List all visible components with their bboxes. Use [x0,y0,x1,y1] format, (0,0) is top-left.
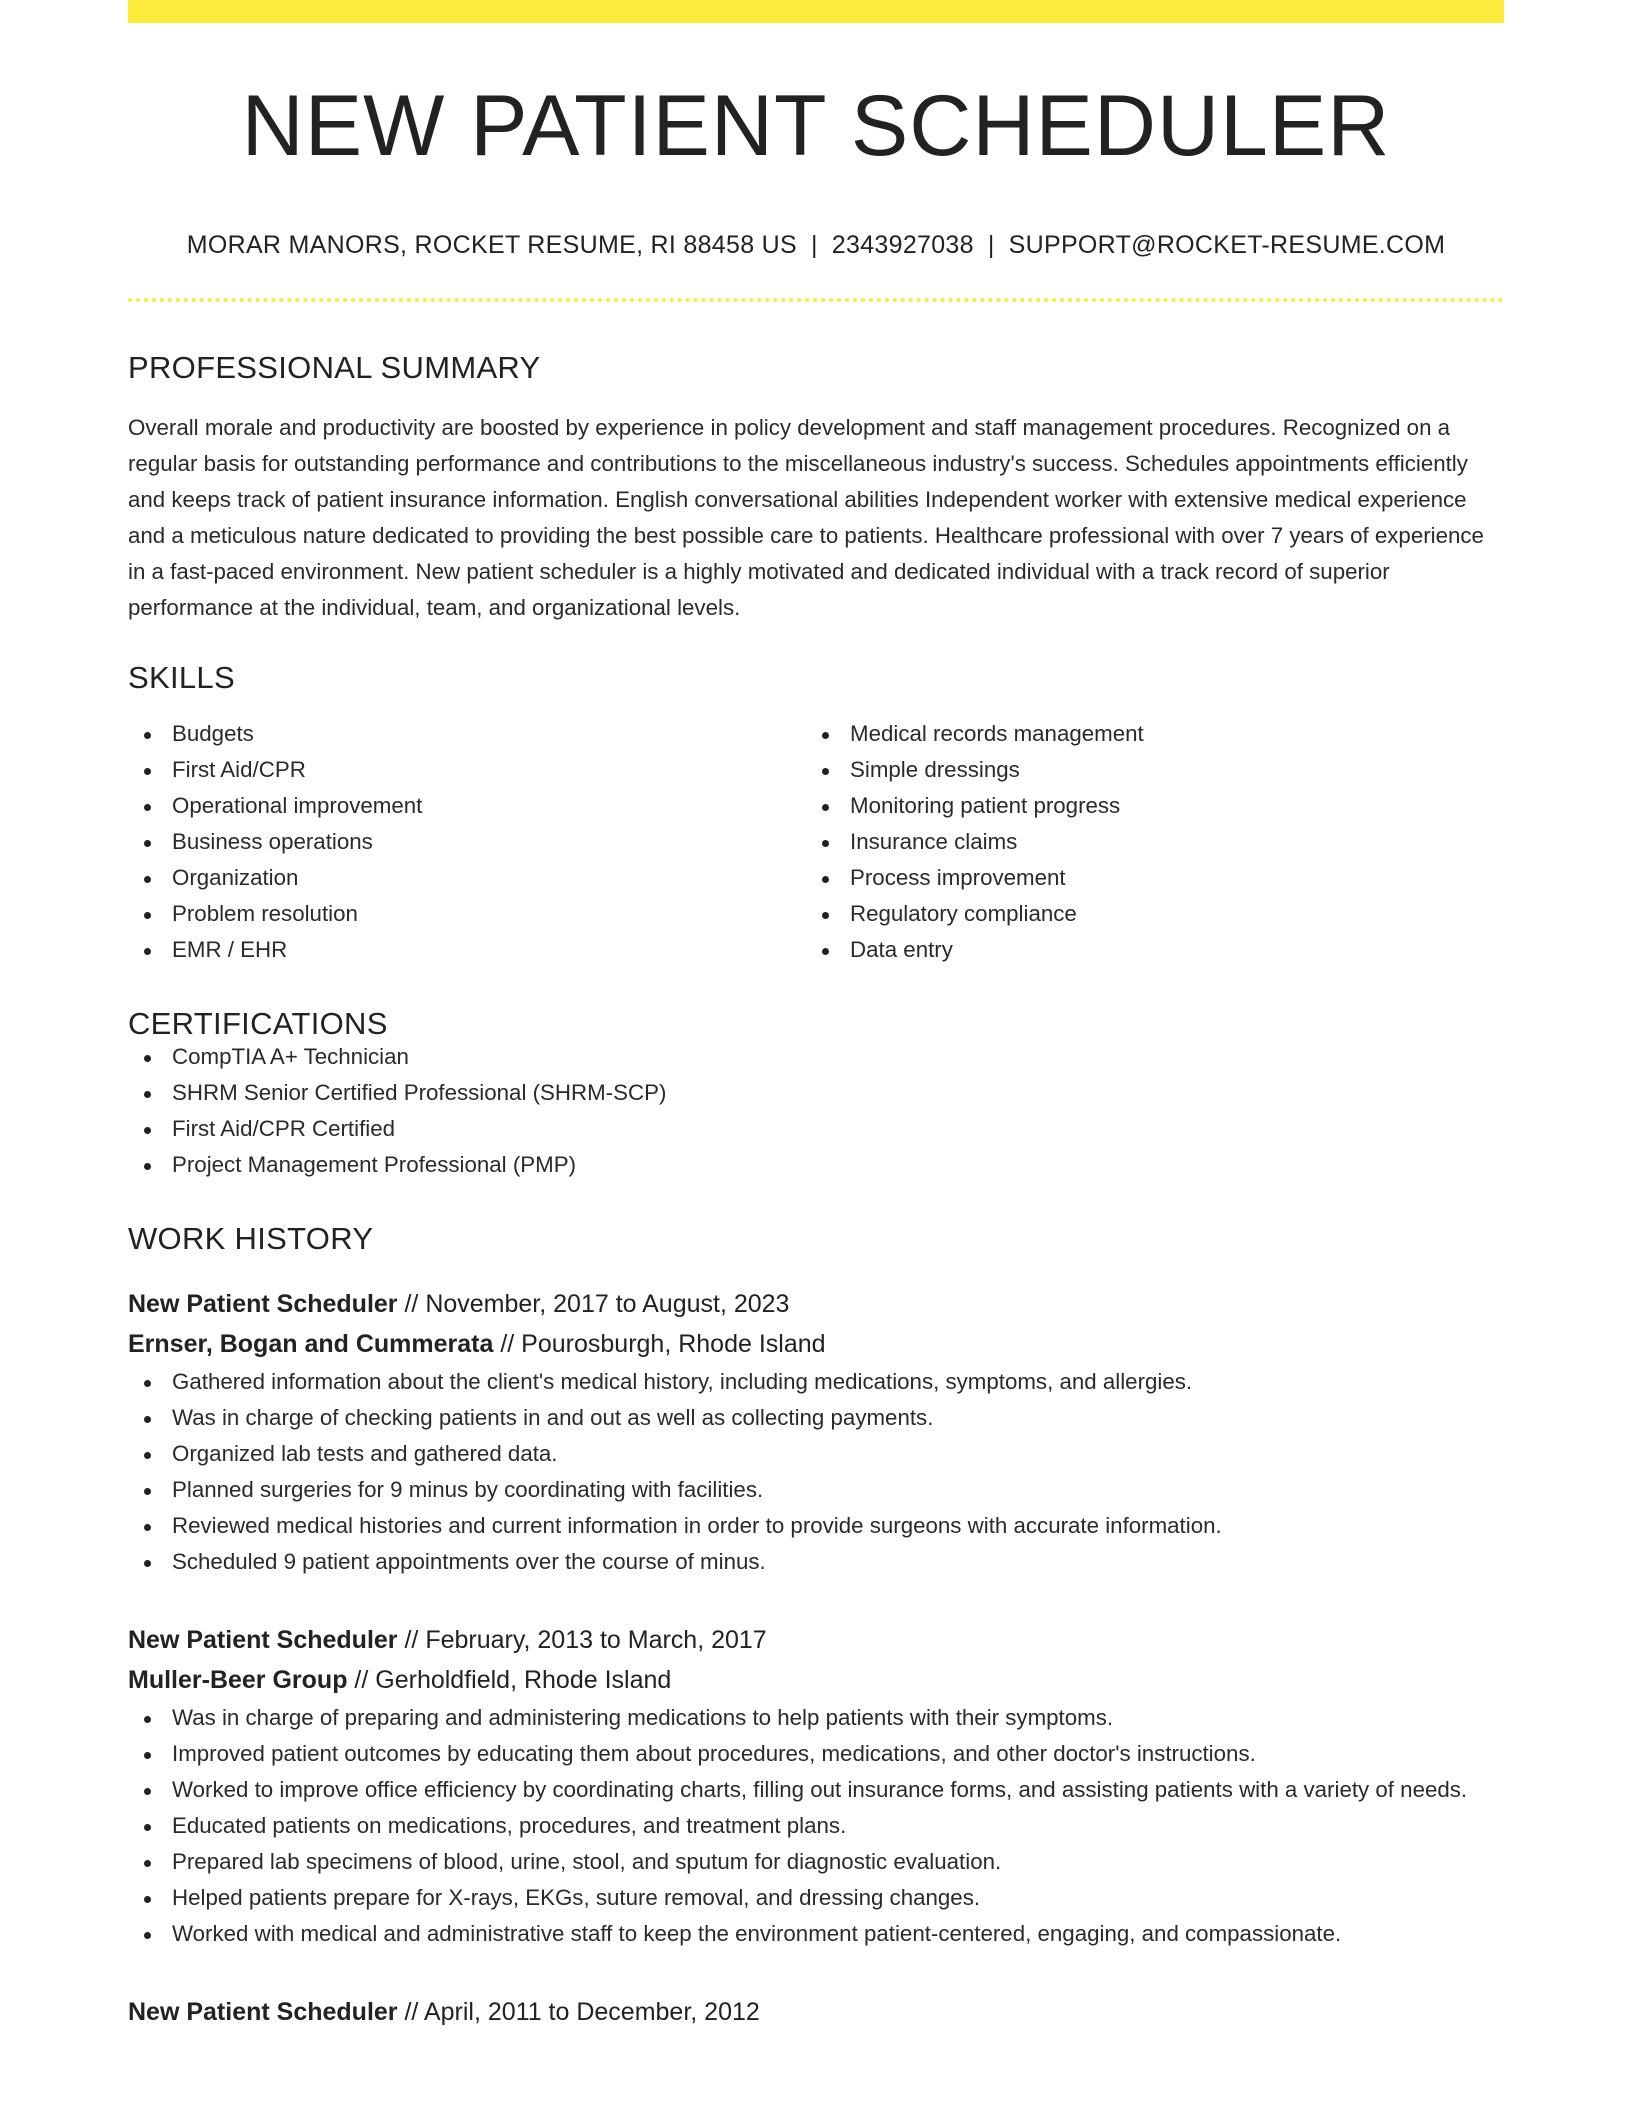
skills-grid [128,716,1504,968]
job-duty: Organized lab tests and gathered data. [128,1436,1504,1472]
job-entry [128,1284,1504,1580]
contact-separator: | [811,231,818,259]
skill-item: Operational improvement [128,788,806,824]
resume-page [128,0,1504,2032]
job-duty: Educated patients on medications, procedures, and treatment plans. [128,1808,1504,1844]
skill-item: Medical records management [806,716,1484,752]
job-duty: Gathered information about the client's medical history, including medications, symptoms, and allergies. [128,1364,1504,1400]
job-role: New Patient Scheduler [128,1290,398,1318]
job-duty: Planned surgeries for 9 minus by coordinating with facilities. [128,1472,1504,1508]
contact-email: SUPPORT@ROCKET-RESUME.COM [1008,231,1446,259]
job-dates: // February, 2013 to March, 2017 [397,1626,767,1654]
job-company: Muller-Beer Group [128,1666,348,1694]
certifications-list [128,1039,1504,1183]
job-company-line [128,1660,1504,1700]
certification-item: SHRM Senior Certified Professional (SHRM-SCP) [128,1075,1504,1111]
job-company: Ernser, Bogan and Cummerata [128,1330,494,1358]
job-duty: Worked with medical and administrative staff to keep the environment patient-centered, engaging, and compassionate. [128,1916,1504,1952]
skills-list-right [806,716,1484,968]
dotted-divider [128,298,1504,302]
skill-item: Data entry [806,932,1484,968]
job-location: // Gerholdfield, Rhode Island [347,1666,672,1694]
job-duty: Prepared lab specimens of blood, urine, stool, and sputum for diagnostic evaluation. [128,1844,1504,1880]
skill-item: EMR / EHR [128,932,806,968]
skill-item: Monitoring patient progress [806,788,1484,824]
certifications-heading: CERTIFICATIONS [128,1006,388,1041]
job-title-line [128,1620,1504,1660]
work-history-heading: WORK HISTORY [128,1221,374,1256]
summary-paragraph: Overall morale and productivity are boosted by experience in policy development and staff management procedures. Recognized on a regular basis for outstanding performance and contributions to the miscellaneous industry's success. Schedules appointments efficiently and keeps track of patient insurance information. English conversational abilities Independent worker with extensive medical experience and a meticulous nature dedicated to providing the best possible care to patients. Healthcare professional with over 7 years of experience in a fast-paced environment. New patient scheduler is a highly motivated and dedicated individual with a track record of superior performance at the individual, team, and organizational levels. [128,415,1484,620]
skill-item: Regulatory compliance [806,896,1484,932]
job-location: // Pourosburgh, Rhode Island [493,1330,826,1358]
summary-heading: PROFESSIONAL SUMMARY [128,350,541,385]
certification-item: First Aid/CPR Certified [128,1111,1504,1147]
skill-item: First Aid/CPR [128,752,806,788]
skills-heading: SKILLS [128,660,235,695]
job-duty: Reviewed medical histories and current information in order to provide surgeons with accurate information. [128,1508,1504,1544]
skill-item: Problem resolution [128,896,806,932]
skills-column-right [806,716,1484,968]
job-title-line [128,1284,1504,1324]
job-dates: // April, 2011 to December, 2012 [397,1998,760,2026]
skill-item: Insurance claims [806,824,1484,860]
job-duty: Worked to improve office efficiency by coordinating charts, filling out insurance forms, and assisting patients with a variety of needs. [128,1772,1504,1808]
skill-item: Organization [128,860,806,896]
job-dates: // November, 2017 to August, 2023 [397,1290,790,1318]
contact-phone: 2343927038 [831,231,974,259]
skills-column-left [128,716,806,968]
job-entry [128,1620,1504,1952]
job-duty: Improved patient outcomes by educating them about procedures, medications, and other doctor's instructions. [128,1736,1504,1772]
resume-title: NEW PATIENT SCHEDULER [241,78,1391,174]
contact-separator: | [987,231,995,259]
certification-item: CompTIA A+ Technician [128,1039,1504,1075]
job-duty: Was in charge of checking patients in and out as well as collecting payments. [128,1400,1504,1436]
job-duties-list [128,1700,1504,1952]
job-title-line [128,1992,1504,2032]
job-duty: Scheduled 9 patient appointments over the course of minus. [128,1544,1504,1580]
skills-list-left [128,716,806,968]
job-duty: Helped patients prepare for X-rays, EKGs, suture removal, and dressing changes. [128,1880,1504,1916]
job-role: New Patient Scheduler [128,1626,398,1654]
contact-address: MORAR MANORS, ROCKET RESUME, RI 88458 US [186,231,797,259]
job-duties-list [128,1364,1504,1580]
accent-top-bar [128,0,1504,23]
job-entry [128,1992,1504,2032]
job-company-line [128,1324,1504,1364]
contact-line [128,233,1504,258]
skill-item: Budgets [128,716,806,752]
skill-item: Process improvement [806,860,1484,896]
skill-item: Simple dressings [806,752,1484,788]
job-role: New Patient Scheduler [128,1998,398,2026]
certification-item: Project Management Professional (PMP) [128,1147,1504,1183]
skill-item: Business operations [128,824,806,860]
job-duty: Was in charge of preparing and administering medications to help patients with their symptoms. [128,1700,1504,1736]
